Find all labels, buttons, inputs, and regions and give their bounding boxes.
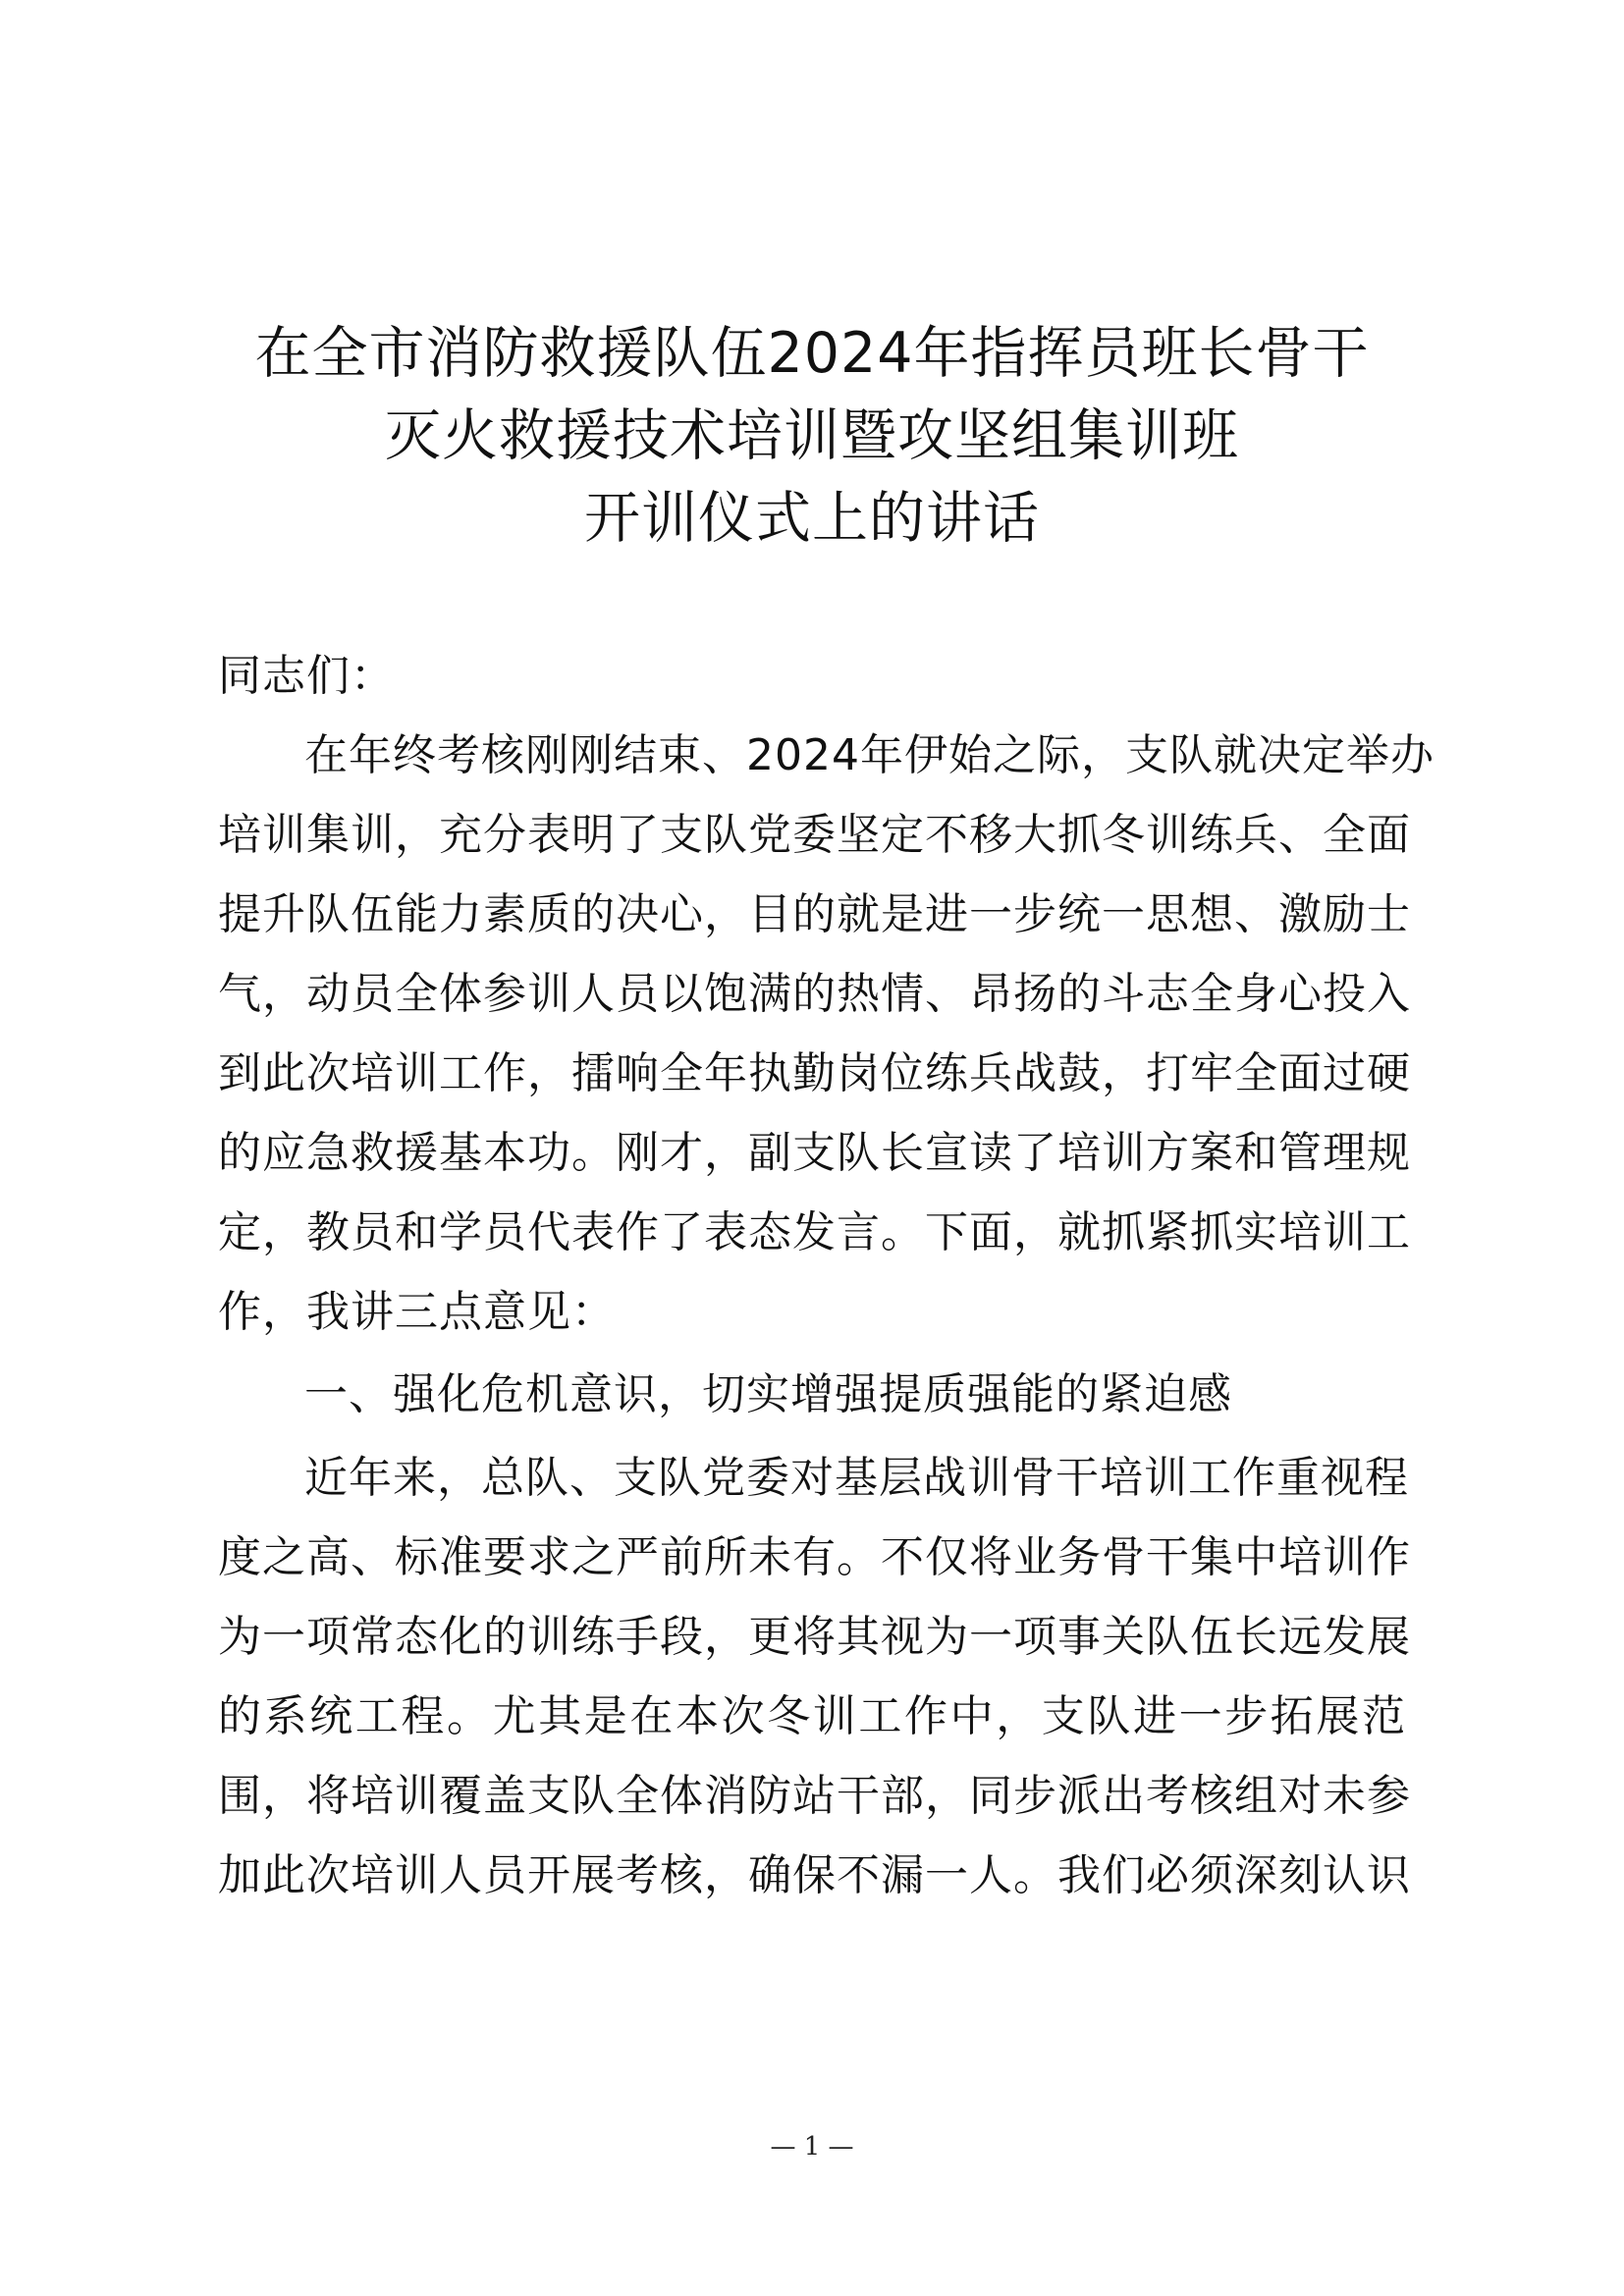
paragraph-2-line-6: 加此次培训人员开展考核，确保不漏一人。我们必须深刻认识 <box>218 1850 1411 1900</box>
paragraph-2-line-4: 的系统工程。尤其是在本次冬训工作中，支队进一步拓展范 <box>218 1691 1406 1741</box>
page-number: — 1 — <box>770 2132 854 2162</box>
document-title <box>147 312 1477 560</box>
salutation: 同志们： <box>218 651 395 701</box>
title-line-2: 灭火救援技术培训暨攻坚组集训班 <box>385 403 1239 468</box>
paragraph-1-line-4: 气，动员全体参训人员以饱满的热情、昂扬的斗志全身心投入 <box>218 969 1411 1019</box>
paragraph-2-line-3: 为一项常态化的训练手段，更将其视为一项事关队伍长远发展 <box>218 1612 1411 1662</box>
paragraph-1-line-6: 的应急救援基本功。刚才，副支队长宣读了培训方案和管理规 <box>218 1128 1411 1178</box>
paragraph-1-line-5: 到此次培训工作，擂响全年执勤岗位练兵战鼓，打牢全面过硬 <box>218 1048 1411 1098</box>
paragraph-2-line-1: 近年来，总队、支队党委对基层战训骨干培训工作重视程 <box>304 1453 1409 1503</box>
title-line-3: 开训仪式上的讲话 <box>584 486 1040 551</box>
paragraph-2-line-5: 围，将培训覆盖支队全体消防站干部，同步派出考核组对未参 <box>218 1771 1411 1821</box>
paragraph-2 <box>218 1438 1411 1915</box>
section-1-heading: 一、强化危机意识，切实增强提质强能的紧迫感 <box>304 1369 1232 1419</box>
paragraph-1-line-1: 在年终考核刚刚结束、2024年伊始之际，支队就决定举办 <box>304 730 1435 780</box>
paragraph-1 <box>218 716 1435 1352</box>
title-line-1: 在全市消防救援队伍2024年指挥员班长骨干 <box>254 321 1370 386</box>
paragraph-1-line-2: 培训集训，充分表明了支队党委坚定不移大抓冬训练兵、全面 <box>218 810 1411 860</box>
paragraph-1-line-7: 定，教员和学员代表作了表态发言。下面，就抓紧抓实培训工 <box>218 1207 1411 1257</box>
document-body <box>218 636 1435 1915</box>
paragraph-1-line-8: 作，我讲三点意见： <box>218 1287 616 1337</box>
paragraph-2-line-2: 度之高、标准要求之严前所未有。不仅将业务骨干集中培训作 <box>218 1532 1411 1582</box>
paragraph-1-line-3: 提升队伍能力素质的决心，目的就是进一步统一思想、激励士 <box>218 889 1411 939</box>
